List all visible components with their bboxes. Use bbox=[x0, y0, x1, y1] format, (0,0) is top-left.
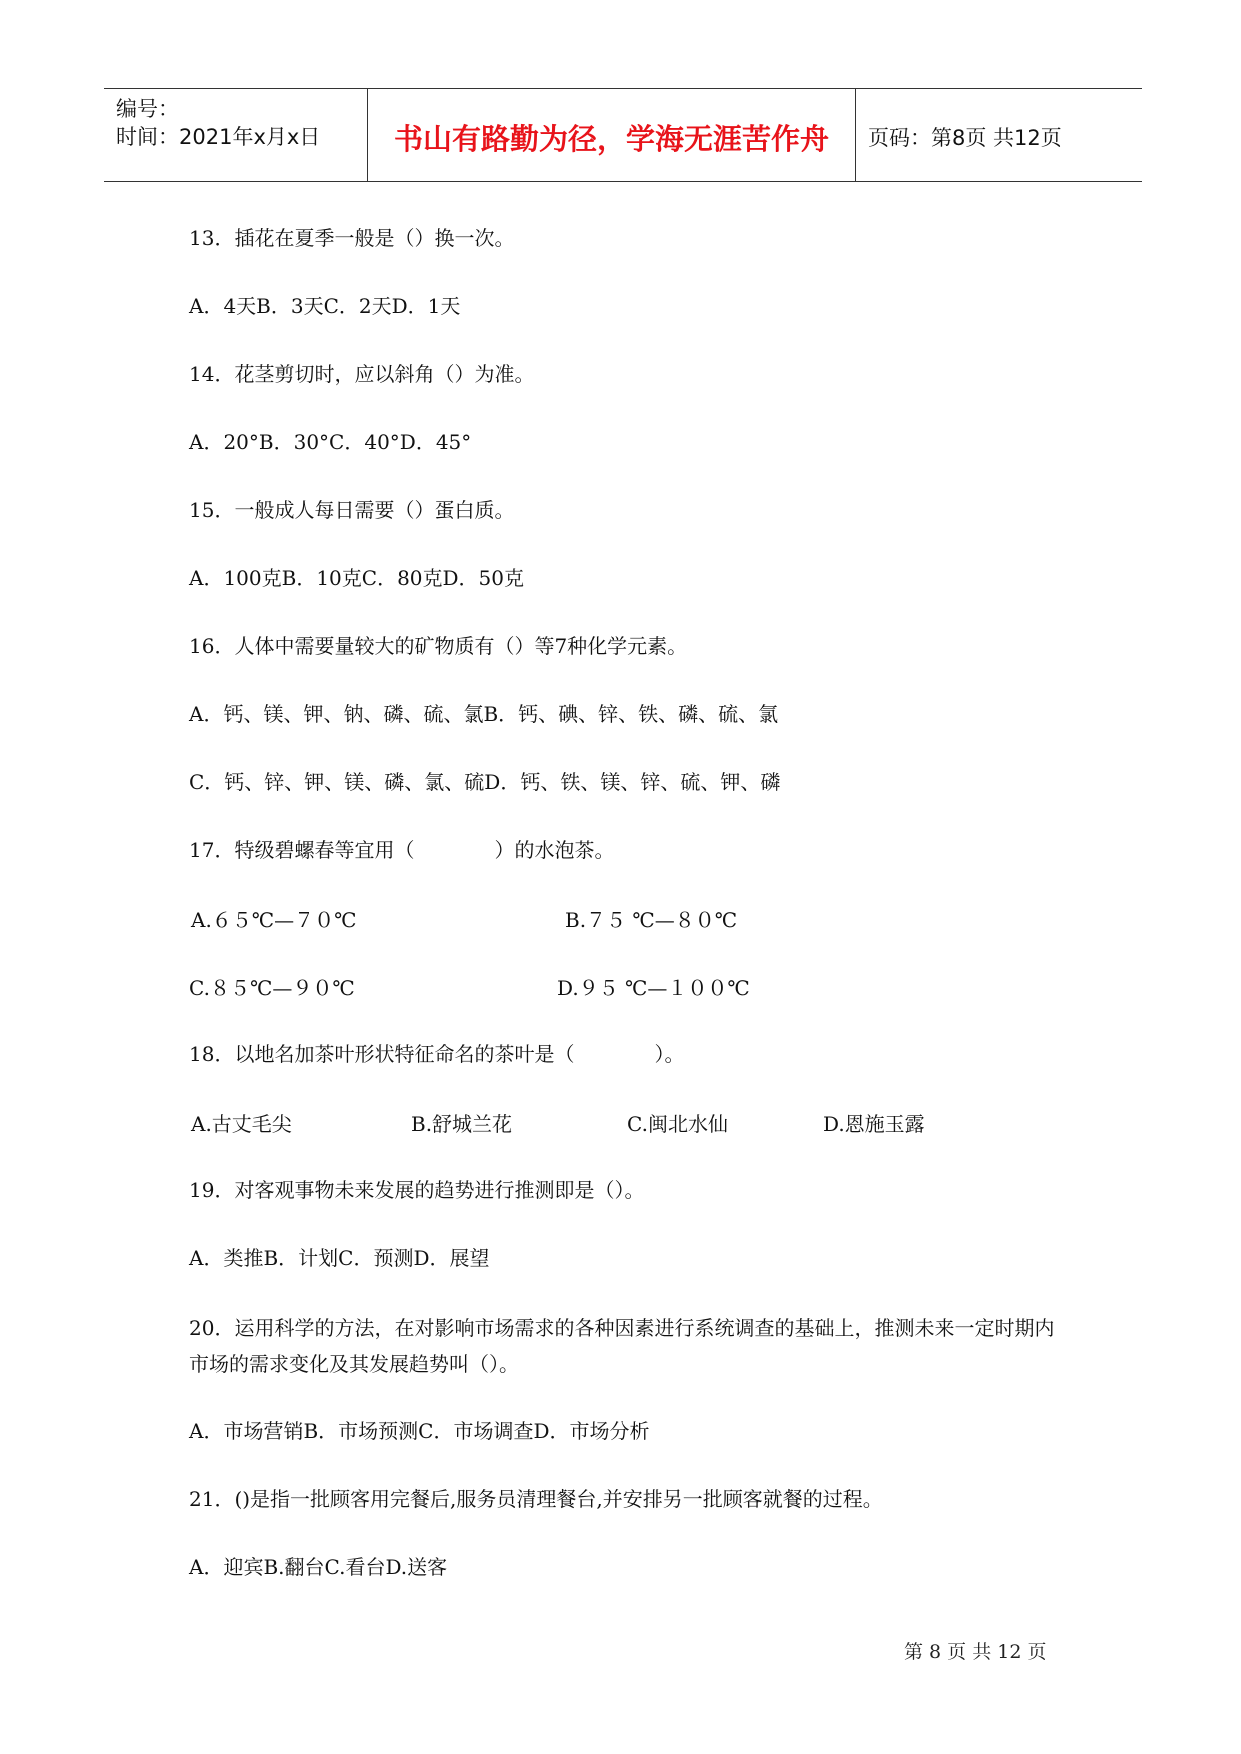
page-header bbox=[104, 88, 1142, 182]
header-left-cell bbox=[104, 89, 368, 181]
option-17-a: A.６５℃—７０℃ bbox=[191, 908, 357, 932]
option-18-a: A.古丈毛尖 bbox=[191, 1112, 292, 1136]
page-code: 页码：第8页 共12页 bbox=[868, 126, 1062, 150]
question-17: 17．特级碧螺春等宜用（ ）的水泡茶。 bbox=[189, 838, 615, 862]
answer-19: A．类推B．计划C．预测D．展望 bbox=[189, 1246, 490, 1270]
page-footer: 第 8 页 共 12 页 bbox=[904, 1641, 1047, 1663]
time-label: 时间：2021年x月x日 bbox=[116, 125, 321, 149]
option-18-b: B.舒城兰花 bbox=[411, 1112, 513, 1136]
option-18-c: C.闽北水仙 bbox=[627, 1112, 728, 1136]
answer-16-ab: A．钙、镁、钾、钠、磷、硫、氯B．钙、碘、锌、铁、磷、硫、氯 bbox=[189, 702, 779, 726]
question-13: 13．插花在夏季一般是（）换一次。 bbox=[189, 226, 515, 250]
option-17-c: C.８５℃—９０℃ bbox=[189, 976, 355, 1000]
header-middle-cell bbox=[368, 89, 856, 181]
answer-20: A．市场营销B．市场预测C．市场调查D．市场分析 bbox=[189, 1419, 650, 1443]
header-right-cell bbox=[856, 89, 1142, 181]
question-21: 21．()是指一批顾客用完餐后,服务员清理餐台,并安排另一批顾客就餐的过程。 bbox=[189, 1487, 883, 1511]
header-motto: 书山有路勤为径，学海无涯苦作舟 bbox=[393, 122, 829, 156]
answer-13: A．4天B．3天C．2天D．1天 bbox=[189, 294, 461, 318]
answer-14: A．20°B．30°C．40°D．45° bbox=[189, 430, 472, 454]
option-17-d: D.９５ ℃—１００℃ bbox=[557, 976, 750, 1000]
question-19: 19．对客观事物未来发展的趋势进行推测即是（）。 bbox=[189, 1178, 645, 1202]
option-17-b: B.７５ ℃—８０℃ bbox=[565, 908, 738, 932]
question-16: 16．人体中需要量较大的矿物质有（）等7种化学元素。 bbox=[189, 634, 688, 658]
answer-15: A．100克B．10克C．80克D．50克 bbox=[189, 566, 524, 590]
question-20: 20．运用科学的方法，在对影响市场需求的各种因素进行系统调查的基础上，推测未来一定时期内市场的需求变化及其发展趋势叫（）。 bbox=[189, 1316, 1055, 1376]
answer-21: A．迎宾B.翻台C.看台D.送客 bbox=[189, 1555, 448, 1579]
option-18-d: D.恩施玉露 bbox=[823, 1112, 925, 1136]
number-label: 编号： bbox=[116, 97, 179, 121]
question-15: 15．一般成人每日需要（）蛋白质。 bbox=[189, 498, 515, 522]
question-14: 14．花茎剪切时，应以斜角（）为准。 bbox=[189, 362, 535, 386]
answer-16-cd: C．钙、锌、钾、镁、磷、氯、硫D．钙、铁、镁、锌、硫、钾、磷 bbox=[189, 770, 781, 794]
question-18: 18．以地名加茶叶形状特征命名的茶叶是（ ）。 bbox=[189, 1042, 685, 1066]
